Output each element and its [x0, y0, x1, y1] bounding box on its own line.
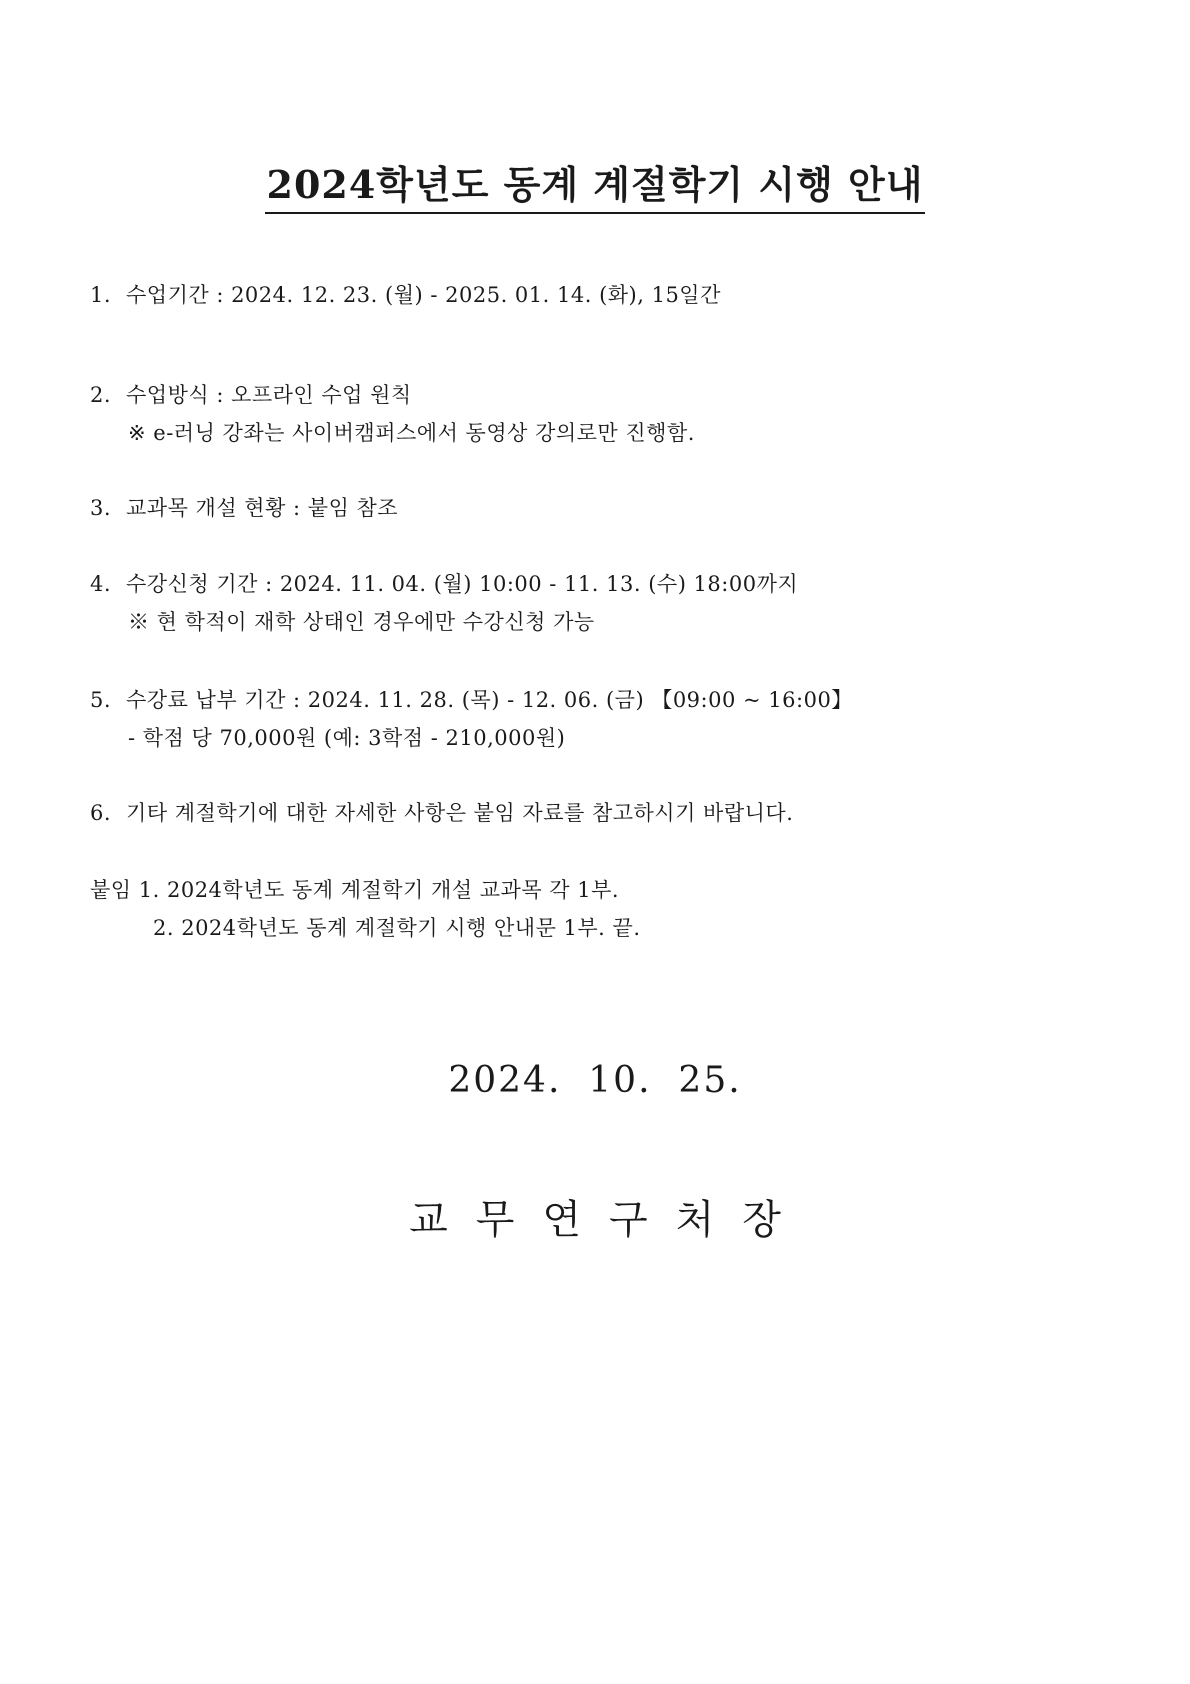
item-5-number: 5. — [90, 688, 112, 712]
item-4-text: 수강신청 기간 : 2024. 11. 04. (월) 10:00 - 11. 13. (수) 18:00까지 — [126, 572, 799, 596]
document-title — [0, 160, 1190, 214]
item-6 — [90, 798, 793, 828]
item-5 — [90, 685, 853, 715]
item-1-text: 수업기간 : 2024. 12. 23. (월) - 2025. 01. 14. (화), 15일간 — [126, 283, 721, 307]
item-6-text: 기타 계절학기에 대한 자세한 사항은 붙임 자료를 참고하시기 바랍니다. — [126, 801, 794, 825]
document-title-text: 2024학년도 동계 계절학기 시행 안내 — [265, 160, 926, 214]
item-3-text: 교과목 개설 현황 : 붙임 참조 — [126, 496, 399, 520]
item-4-note-text: ※ 현 학적이 재학 상태인 경우에만 수강신청 가능 — [128, 610, 595, 634]
attachment-item-2: 2. 2024학년도 동계 계절학기 시행 안내문 1부. 끝. — [153, 916, 641, 940]
issue-date: 2024. 10. 25. — [448, 1060, 742, 1101]
item-2-text: 수업방식 : 오프라인 수업 원칙 — [126, 383, 412, 407]
item-3 — [90, 493, 398, 523]
item-5-text: 수강료 납부 기간 : 2024. 11. 28. (목) - 12. 06. (금) 【09:00 ~ 16:00】 — [126, 688, 853, 712]
item-4-number: 4. — [90, 572, 112, 596]
item-5-note-text: - 학점 당 70,000원 (예: 3학점 - 210,000원) — [128, 726, 566, 750]
item-4 — [90, 569, 798, 599]
item-2-note — [128, 418, 695, 448]
item-2-number: 2. — [90, 383, 112, 407]
attachments — [90, 875, 619, 905]
attachment-item-1: 1. 2024학년도 동계 계절학기 개설 교과목 각 1부. — [138, 878, 620, 902]
attachment-2-line — [153, 913, 641, 943]
item-1-number: 1. — [90, 283, 112, 307]
item-2-note-text: ※ e-러닝 강좌는 사이버캠퍼스에서 동영상 강의로만 진행함. — [128, 421, 695, 445]
signer: 교무연구처장 — [409, 1197, 809, 1243]
item-6-number: 6. — [90, 801, 112, 825]
item-5-note — [128, 723, 565, 753]
item-4-note — [128, 607, 595, 637]
item-1 — [90, 280, 721, 310]
attachments-label: 붙임 — [90, 878, 132, 902]
item-3-number: 3. — [90, 496, 112, 520]
item-2 — [90, 380, 412, 410]
